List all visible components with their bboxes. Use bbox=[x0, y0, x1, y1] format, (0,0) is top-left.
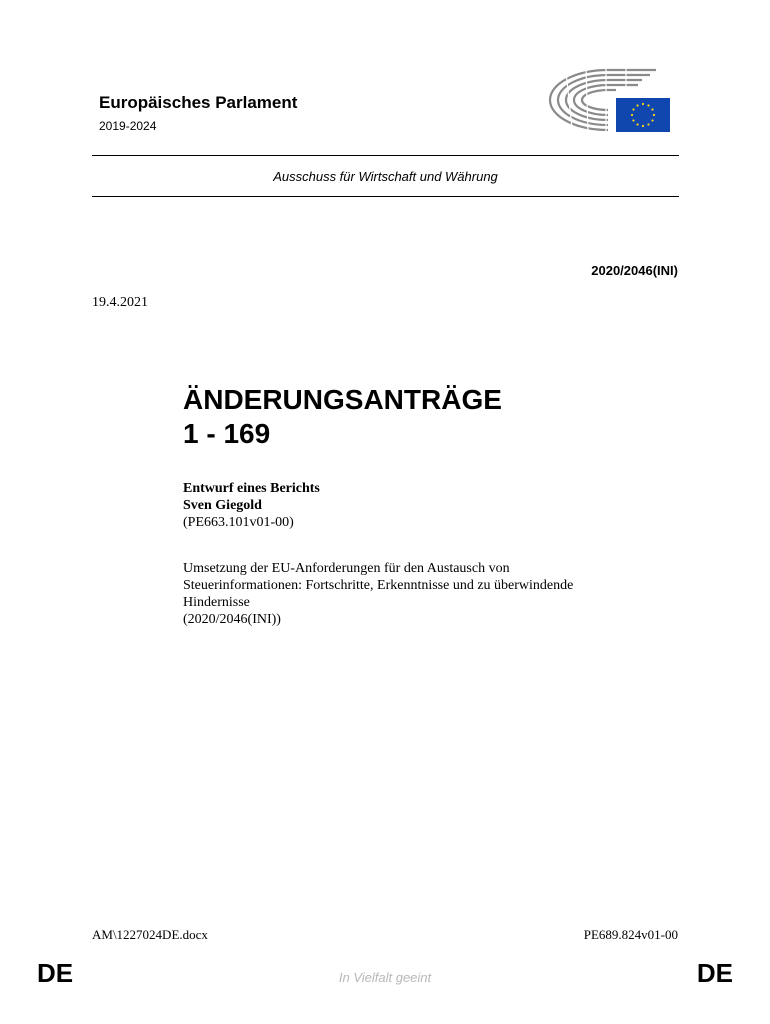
draft-label: Entwurf eines Berichts bbox=[183, 481, 320, 496]
subject-line-2: Steuerinformationen: Fortschritte, Erkenntnisse und zu überwindende bbox=[183, 578, 574, 593]
parliamentary-term: 2019-2024 bbox=[99, 119, 157, 133]
subject-line-1: Umsetzung der EU-Anforderungen für den Austausch von bbox=[183, 561, 510, 576]
procedure-number: 2020/2046(INI) bbox=[591, 263, 678, 278]
document-date: 19.4.2021 bbox=[92, 295, 148, 310]
institution-name: Europäisches Parlament bbox=[99, 93, 298, 112]
pe-number: PE689.824v01-00 bbox=[583, 927, 678, 942]
subject-line-3: Hindernisse bbox=[183, 595, 250, 610]
european-parliament-logo-icon bbox=[546, 68, 672, 134]
draft-report-block bbox=[183, 480, 320, 531]
rapporteur-name: Sven Giegold bbox=[183, 498, 262, 513]
language-code-left: DE bbox=[37, 958, 74, 988]
title-line-2: 1 - 169 bbox=[183, 418, 271, 449]
draft-reference: (PE663.101v01-00) bbox=[183, 515, 294, 530]
eu-motto: In Vielfalt geeint bbox=[338, 970, 432, 985]
committee-name: Ausschuss für Wirtschaft und Währung bbox=[273, 169, 498, 184]
subject-block bbox=[183, 560, 663, 628]
header-rule-top bbox=[92, 155, 679, 156]
file-name: AM\1227024DE.docx bbox=[92, 927, 208, 942]
document-title bbox=[183, 383, 502, 451]
language-code-right: DE bbox=[696, 958, 733, 988]
title-line-1: ÄNDERUNGSANTRÄGE bbox=[183, 384, 502, 415]
subject-reference: (2020/2046(INI)) bbox=[183, 612, 281, 627]
header-rule-bottom bbox=[92, 196, 679, 197]
